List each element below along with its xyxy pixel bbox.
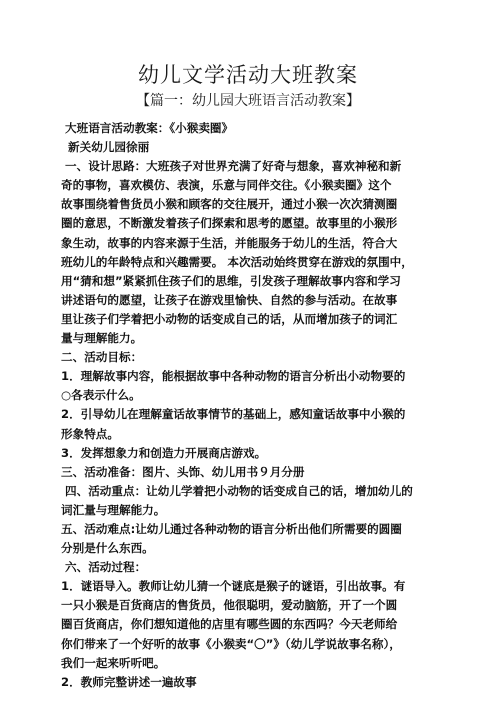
- lesson-heading: 大班语言活动教案：《小猴卖圈》: [65, 121, 234, 135]
- text-line: 2．引导幼儿在理解童话故事情节的基础上，感知童话故事中小猴的: [61, 407, 406, 422]
- text-line: 象生动，故事的内容来源于生活，并能服务于幼儿的生活，符合大: [61, 235, 398, 250]
- text-line: 圈的意思，不断激发着孩子们探索和思考的愿望。故事里的小猴形: [61, 216, 398, 231]
- section-heading: 二、活动目标：: [61, 350, 143, 365]
- document-subtitle: 【篇一：幼儿园大班语言活动教案】: [136, 93, 360, 109]
- text-line: 故事围绕着售货员小猴和顾客的交往展开，通过小猴一次次猜测圈: [61, 197, 398, 212]
- text-line: ○各表示什么。: [61, 388, 141, 403]
- text-line: 里让孩子们学着把小动物的话变成自己的话，从而增加孩子的词汇: [61, 311, 398, 326]
- document-title: 幼儿文学活动大班教案: [138, 63, 358, 87]
- text-line: 班幼儿的年龄特点和兴趣需要。 本次活动始终贯穿在游戏的氛围中，: [61, 254, 413, 269]
- text-line: 圈百货商店，你们想知道他的店里有哪些圆的东西吗？今天老师给: [61, 617, 398, 632]
- section-heading: 三、活动准备：图片、头饰、幼儿用书９月分册: [61, 464, 305, 479]
- text-line: 1．理解故事内容，能根据故事中各种动物的语言分析出小动物要的: [61, 369, 406, 384]
- text-line: 奇的事物，喜欢模仿、表演，乐意与同伴交往。《小猴卖圈》这个: [61, 178, 392, 193]
- section-heading: 五、活动难点:让幼儿通过各种动物的语言分析出他们所需要的圆圈: [61, 521, 402, 536]
- text-line: 一、设计思路：大班孩子对世界充满了好奇与想象，喜欢神秘和新: [65, 159, 402, 174]
- text-line: 形象特点。: [61, 426, 119, 441]
- text-line: 讲述语句的愿望，让孩子在游戏里愉快、自然的参与活动。在故事: [61, 292, 398, 307]
- text-line: 3．发挥想象力和创造力开展商店游戏。: [61, 445, 267, 460]
- section-heading: 六、活动过程：: [65, 560, 147, 575]
- section-heading: 四、活动重点：让幼儿学着把小动物的话变成自己的话，增加幼儿的: [65, 483, 413, 498]
- text-line: 用“猜和想”紧紧抓住孩子们的思维，引发孩子理解故事内容和学习: [61, 273, 401, 288]
- text-line: 2．教师完整讲述一遍故事: [61, 674, 197, 689]
- author-line: 新关幼儿园徐丽: [68, 140, 150, 155]
- document-body: [61, 119, 469, 692]
- text-line: 一只小猴是百货商店的售货员，他很聪明，爱动脑筋，开了一个圆: [61, 598, 398, 613]
- text-line: 分别是什么东西。: [61, 541, 154, 556]
- text-line: 我们一起来听听吧。: [61, 655, 166, 670]
- text-line: 你们带来了一个好听的故事《小猴卖“〇”》（幼儿学说故事名称），: [61, 636, 401, 651]
- text-line: 量与理解能力。: [61, 331, 143, 346]
- text-line: 1．谜语导入。教师让幼儿猜一个谜底是猴子的谜语，引出故事。有: [61, 579, 406, 594]
- text-line: 词汇量与理解能力。: [61, 502, 166, 517]
